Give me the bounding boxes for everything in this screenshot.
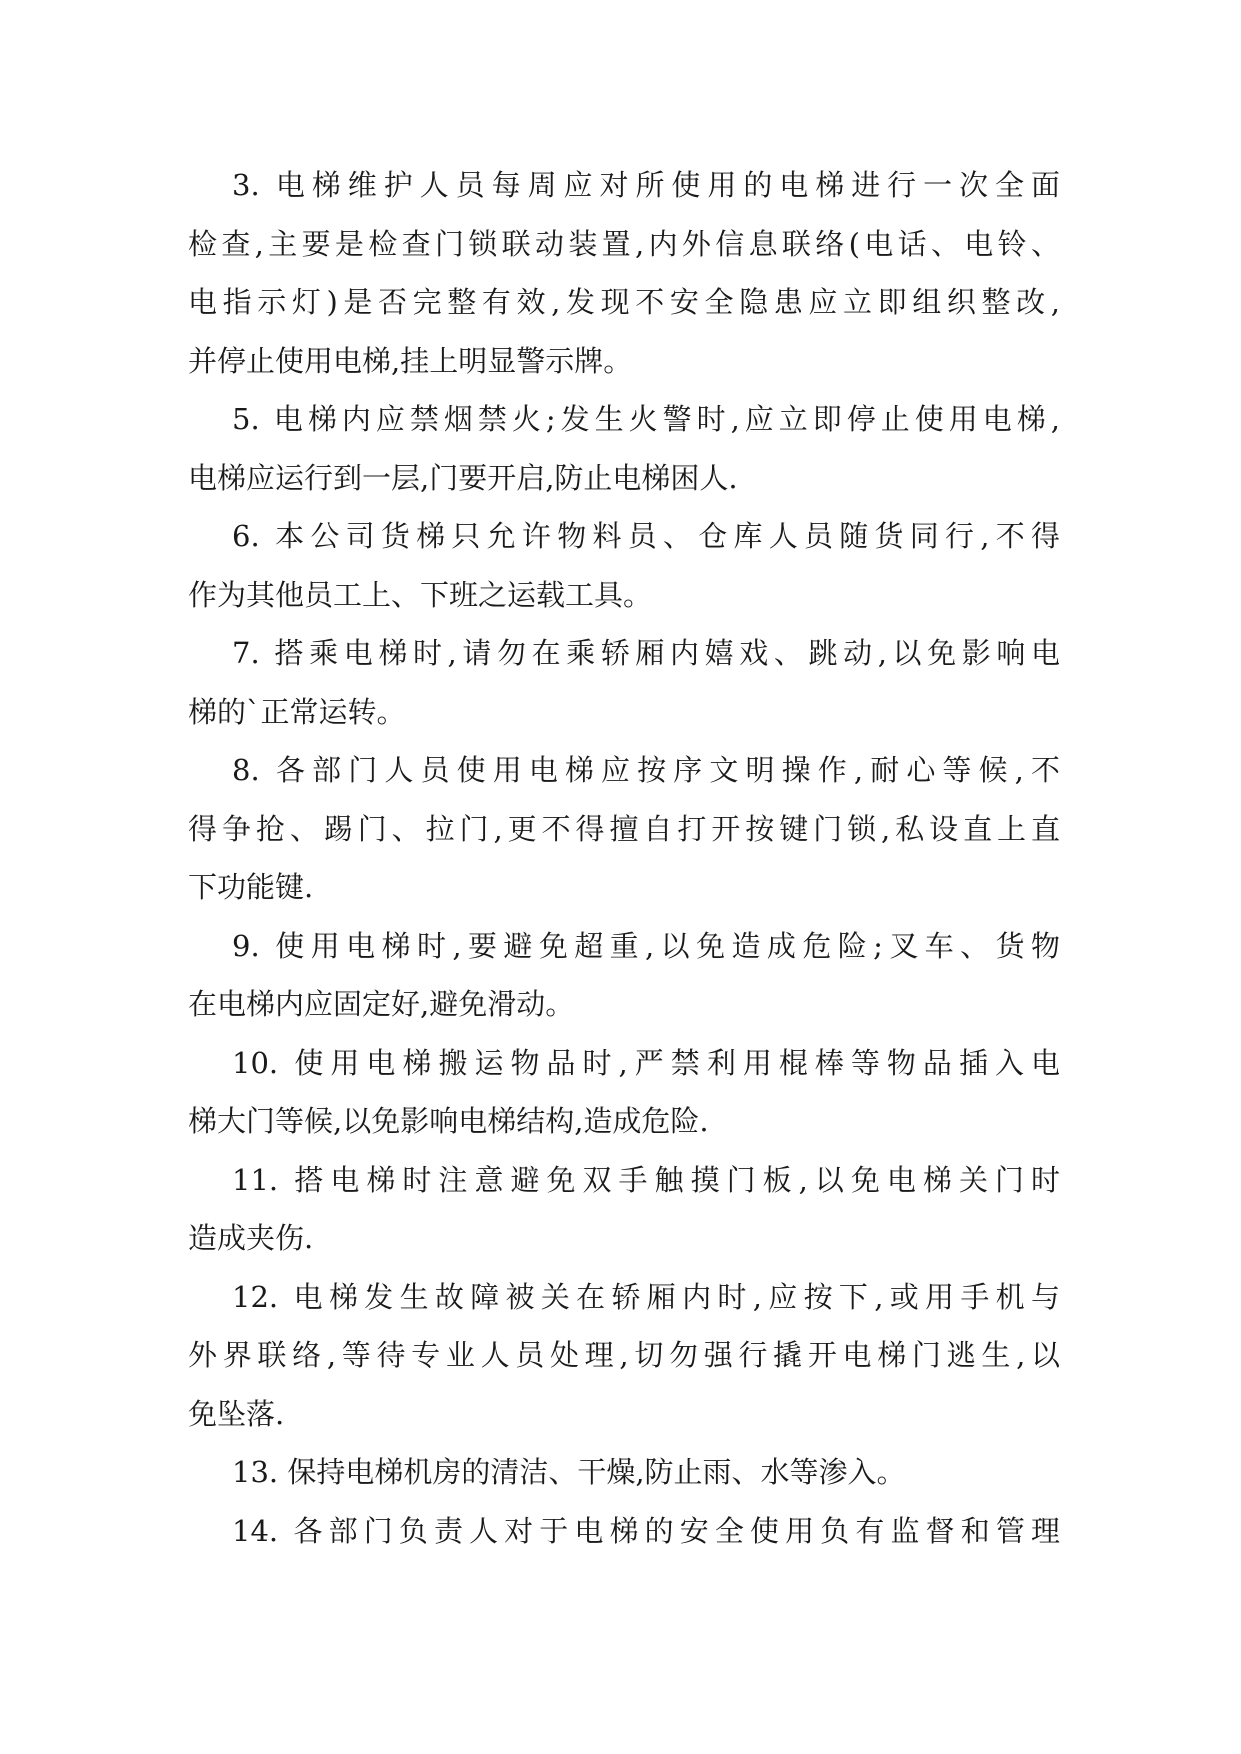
text-line: 作为其他员工上、下班之运载工具。 [188, 577, 653, 612]
paragraph-item-8 [188, 741, 1060, 917]
text-line: 电指示灯)是否完整有效,发现不安全隐患应立即组织整改, [188, 285, 1060, 319]
paragraph-item-13 [188, 1443, 1060, 1502]
text-line: 梯的`正常运转。 [188, 694, 406, 729]
text-line: 8. 各部门人员使用电梯应按序文明操作,耐心等候,不 [232, 753, 1060, 787]
text-line: 外界联络,等待专业人员处理,切勿强行撬开电梯门逃生,以 [188, 1338, 1060, 1372]
text-line: 电梯应运行到一层,门要开启,防止电梯困人. [188, 460, 738, 495]
text-line: 12. 电梯发生故障被关在轿厢内时,应按下,或用手机与 [232, 1279, 1060, 1314]
text-line: 免坠落. [188, 1396, 285, 1431]
paragraph-item-3 [188, 156, 1060, 390]
text-line: 13. 保持电梯机房的清洁、干燥,防止雨、水等渗入。 [232, 1455, 906, 1489]
text-line: 9. 使用电梯时,要避免超重,以免造成危险;叉车、货物 [232, 928, 1060, 963]
paragraph-item-12 [188, 1268, 1060, 1444]
text-line: 检查,主要是检查门锁联动装置,内外信息联络(电话、电铃、 [188, 226, 1060, 261]
text-line: 梯大门等候,以免影响电梯结构,造成危险. [188, 1104, 709, 1138]
text-line: 5. 电梯内应禁烟禁火;发生火警时,应立即停止使用电梯, [232, 402, 1060, 436]
paragraph-item-6 [188, 507, 1060, 624]
paragraph-item-9 [188, 917, 1060, 1034]
paragraph-item-14 [188, 1502, 1060, 1561]
text-line: 14. 各部门负责人对于电梯的安全使用负有监督和管理 [232, 1513, 1060, 1548]
document-body [188, 156, 1060, 1560]
text-line: 6. 本公司货梯只允许物料员、仓库人员随货同行,不得 [232, 519, 1060, 553]
text-line: 下功能键. [188, 870, 314, 904]
text-line: 10. 使用电梯搬运物品时,严禁利用棍棒等物品插入电 [232, 1045, 1060, 1080]
text-line: 得争抢、踢门、拉门,更不得擅自打开按键门锁,私设直上直 [188, 811, 1060, 846]
paragraph-item-10 [188, 1034, 1060, 1151]
text-line: 7. 搭乘电梯时,请勿在乘轿厢内嬉戏、跳动,以免影响电 [232, 636, 1060, 670]
text-line: 11. 搭电梯时注意避免双手触摸门板,以免电梯关门时 [232, 1162, 1060, 1197]
paragraph-item-5 [188, 390, 1060, 507]
text-line: 3. 电梯维护人员每周应对所使用的电梯进行一次全面 [232, 168, 1060, 202]
paragraph-item-7 [188, 624, 1060, 741]
text-line: 并停止使用电梯,挂上明显警示牌。 [188, 343, 633, 378]
text-line: 在电梯内应固定好,避免滑动。 [188, 987, 575, 1021]
paragraph-item-11 [188, 1151, 1060, 1268]
text-line: 造成夹伤. [188, 1221, 314, 1255]
